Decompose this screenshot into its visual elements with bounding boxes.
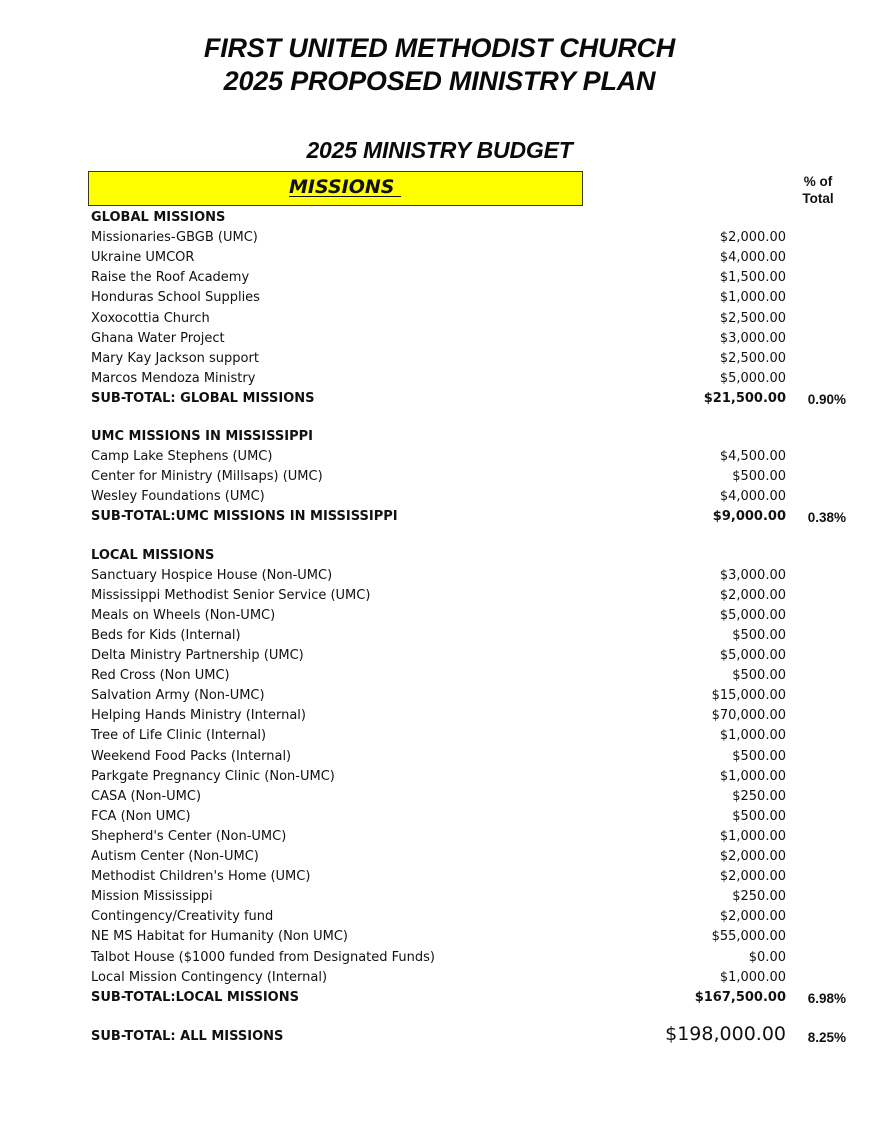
table-row-amount: $4,500.00 — [719, 449, 786, 465]
table-row — [91, 807, 851, 827]
table-row-amount: $2,000.00 — [719, 909, 786, 925]
table-row — [91, 706, 851, 726]
missions-banner — [88, 171, 583, 206]
table-row — [91, 288, 851, 308]
table-row — [91, 867, 851, 887]
subtotal-row-amount: $167,500.00 — [694, 989, 786, 1005]
section-heading-label: LOCAL MISSIONS — [91, 547, 215, 563]
table-row-amount: $0.00 — [748, 949, 786, 965]
table-row — [91, 309, 851, 329]
table-row — [91, 847, 851, 867]
table-row-label: Red Cross (Non UMC) — [91, 668, 230, 684]
budget-subtitle: 2025 MINISTRY BUDGET — [306, 137, 573, 163]
table-row-amount: $3,000.00 — [719, 330, 786, 346]
subtotal-row-percent: 0.90% — [807, 391, 846, 407]
table-row-amount: $500.00 — [732, 668, 786, 684]
table-row-amount: $250.00 — [732, 788, 786, 804]
table-row-label: Sanctuary Hospice House (Non-UMC) — [91, 567, 333, 583]
subtotal-row — [91, 988, 851, 1008]
table-row-amount: $2,500.00 — [719, 350, 786, 366]
table-row — [91, 369, 851, 389]
table-row — [91, 948, 851, 968]
table-row-label: CASA (Non-UMC) — [91, 788, 202, 804]
table-row-label: Tree of Life Clinic (Internal) — [91, 728, 267, 744]
grand-total-row-label: SUB-TOTAL: ALL MISSIONS — [91, 1028, 284, 1044]
table-row-label: Autism Center (Non-UMC) — [91, 849, 259, 864]
table-row-label: Mission Mississippi — [91, 889, 213, 905]
table-row — [91, 586, 851, 606]
subtotal-row-label: SUB-TOTAL:UMC MISSIONS IN MISSISSIPPI — [91, 509, 398, 525]
table-row-label: Local Mission Contingency (Internal) — [91, 969, 328, 985]
table-row-amount: $1,000.00 — [719, 728, 786, 744]
table-row-label: Helping Hands Ministry (Internal) — [91, 708, 306, 724]
table-row-label: Beds for Kids (Internal) — [91, 627, 241, 643]
table-row — [91, 887, 851, 907]
grand-total-row-amount: $198,000.00 — [665, 1022, 786, 1045]
table-row — [91, 686, 851, 706]
table-row-label: Missionaries-GBGB (UMC) — [91, 230, 258, 246]
pct-of-total-header — [790, 173, 846, 207]
table-row-amount: $1,500.00 — [719, 270, 786, 286]
table-row-amount: $5,000.00 — [719, 607, 786, 623]
table-row-amount: $1,000.00 — [719, 768, 786, 784]
table-row-label: Ukraine UMCOR — [91, 250, 195, 266]
table-row — [91, 787, 851, 807]
table-row — [91, 566, 851, 586]
table-row — [91, 827, 851, 847]
section-heading-label: GLOBAL MISSIONS — [91, 210, 226, 225]
table-row-amount: $500.00 — [732, 627, 786, 643]
table-row-amount: $4,000.00 — [719, 489, 786, 505]
table-row-amount: $2,000.00 — [719, 230, 786, 246]
table-row-amount: $5,000.00 — [719, 370, 786, 386]
subtotal-row-percent: 6.98% — [807, 990, 846, 1006]
table-row — [91, 329, 851, 349]
table-row — [91, 726, 851, 746]
table-row — [91, 927, 851, 947]
table-row — [91, 767, 851, 787]
table-row-amount: $2,000.00 — [719, 587, 786, 603]
table-row-amount: $500.00 — [732, 808, 786, 824]
table-row — [91, 606, 851, 626]
grand-total-row-percent: 8.25% — [807, 1029, 846, 1045]
table-row — [91, 666, 851, 686]
document-title-line1: FIRST UNITED METHODIST CHURCH — [203, 33, 676, 63]
table-row — [91, 349, 851, 369]
section-heading — [91, 546, 851, 566]
table-row-label: Center for Ministry (Millsaps) (UMC) — [91, 469, 323, 485]
table-row-label: Salvation Army (Non-UMC) — [91, 688, 265, 704]
table-row-amount: $1,000.00 — [719, 969, 786, 985]
subtotal-row — [91, 389, 851, 409]
table-row-amount: $2,000.00 — [719, 869, 786, 885]
table-row — [91, 646, 851, 666]
table-row-amount: $2,500.00 — [719, 310, 786, 326]
table-row-label: Ghana Water Project — [91, 330, 225, 346]
grand-total-row — [91, 1022, 851, 1047]
table-row-label: NE MS Habitat for Humanity (Non UMC) — [91, 929, 348, 945]
table-row — [91, 447, 851, 467]
section-heading — [91, 427, 851, 447]
table-row-label: FCA (Non UMC) — [91, 808, 191, 824]
table-row-amount: $4,000.00 — [719, 250, 786, 266]
pct-header-line1: % of — [803, 174, 833, 189]
table-row-amount: $2,000.00 — [719, 849, 786, 864]
table-row-amount: $15,000.00 — [711, 688, 786, 704]
table-row-label: Xoxocottia Church — [91, 310, 210, 326]
section-heading-label: UMC MISSIONS IN MISSISSIPPI — [91, 429, 313, 444]
table-row-label: Weekend Food Packs (Internal) — [91, 748, 292, 764]
table-row-amount: $1,000.00 — [719, 290, 786, 306]
table-row-label: Contingency/Creativity fund — [91, 909, 274, 925]
table-row-label: Marcos Mendoza Ministry — [91, 370, 256, 386]
subtotal-row-percent: 0.38% — [807, 510, 846, 526]
table-row-label: Mississippi Methodist Senior Service (UMC) — [91, 587, 371, 603]
table-row — [91, 487, 851, 507]
subtotal-row-amount: $21,500.00 — [703, 390, 786, 406]
table-row-label: Shepherd's Center (Non-UMC) — [91, 828, 287, 844]
table-row-label: Parkgate Pregnancy Clinic (Non-UMC) — [91, 768, 335, 784]
table-row-label: Mary Kay Jackson support — [91, 350, 259, 366]
subtotal-row-amount: $9,000.00 — [712, 509, 786, 525]
section-heading — [91, 208, 851, 228]
table-row-label: Meals on Wheels (Non-UMC) — [91, 607, 276, 623]
table-row — [91, 268, 851, 288]
table-row-label: Raise the Roof Academy — [91, 270, 250, 286]
subtotal-row-label: SUB-TOTAL:LOCAL MISSIONS — [91, 989, 299, 1005]
table-row-label: Talbot House ($1000 funded from Designated Funds) — [91, 949, 435, 965]
missions-banner-label: MISSIONS — [289, 176, 402, 198]
table-row-label: Delta Ministry Partnership (UMC) — [91, 648, 304, 663]
table-row — [91, 907, 851, 927]
table-row — [91, 747, 851, 767]
pct-header-line2: Total — [802, 191, 834, 206]
subtotal-row — [91, 507, 851, 527]
table-row-amount: $500.00 — [732, 748, 786, 764]
table-row-amount: $3,000.00 — [719, 567, 786, 583]
table-row-label: Wesley Foundations (UMC) — [91, 489, 265, 505]
table-row-amount: $1,000.00 — [719, 828, 786, 844]
table-row-label: Honduras School Supplies — [91, 290, 260, 306]
table-row — [91, 248, 851, 268]
document-title-line2: 2025 PROPOSED MINISTRY PLAN — [223, 66, 656, 96]
table-row — [91, 228, 851, 248]
table-row-amount: $500.00 — [732, 469, 786, 485]
subtotal-row-label: SUB-TOTAL: GLOBAL MISSIONS — [91, 390, 315, 406]
table-row-label: Methodist Children's Home (UMC) — [91, 869, 311, 885]
table-row — [91, 626, 851, 646]
table-row-amount: $250.00 — [732, 889, 786, 905]
table-row — [91, 968, 851, 988]
table-row — [91, 467, 851, 487]
table-row-amount: $5,000.00 — [719, 648, 786, 663]
table-row-amount: $55,000.00 — [711, 929, 786, 945]
table-row-amount: $70,000.00 — [711, 708, 786, 724]
table-row-label: Camp Lake Stephens (UMC) — [91, 449, 273, 465]
